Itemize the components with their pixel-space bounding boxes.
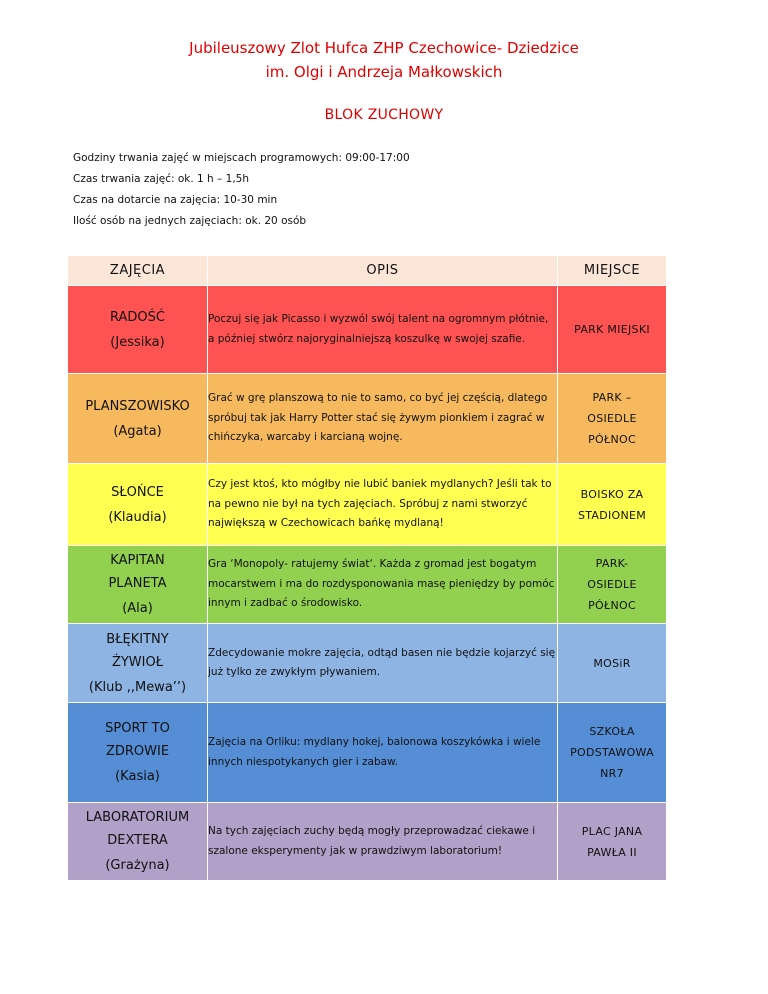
table-row: [68, 464, 667, 546]
activity-name-cell: [68, 803, 208, 881]
place-line: PODSTAWOWA: [570, 746, 654, 759]
place-line: SZKOŁA: [589, 725, 635, 738]
activity-name-line: PLANETA: [108, 576, 167, 591]
activity-name-line: KAPITAN: [110, 553, 165, 568]
place-line: PARK –: [592, 391, 632, 404]
activity-description: Na tych zajęciach zuchy będą mogły przeprowadzać ciekawe i szalone eksperymenty jak w prawdziwym laboratorium!: [208, 803, 558, 881]
activity-leader: (Grażyna): [105, 858, 170, 873]
header-activities: ZAJĘCIA: [68, 256, 208, 286]
activity-leader: (Klaudia): [108, 509, 167, 525]
activity-name-line: DEXTERA: [107, 833, 168, 848]
place-line: PÓŁNOC: [588, 599, 636, 612]
activity-description: Zajęcia na Orliku: mydlany hokej, balonowa koszykówka i wiele innych niespotykanych gier i zabaw.: [208, 703, 558, 803]
activity-leader: (Kasia): [115, 769, 160, 784]
document-title-line1: Jubileuszowy Zlot Hufca ZHP Czechowice- Dziedzice: [189, 39, 579, 57]
place-line: PARK-: [595, 557, 629, 570]
activity-place: [558, 286, 667, 374]
info-group-size: Ilość osób na jednych zajęciach: ok. 20 osób: [73, 215, 307, 227]
activity-description: Poczuj się jak Picasso i wyzwól swój talent na ogromnym płótnie, a później stwórz najoryginalniejszą koszulkę w swojej szafie.: [208, 286, 558, 374]
activity-place: [558, 703, 667, 803]
activity-name-line: SPORT TO: [105, 721, 170, 736]
activity-place: [558, 464, 667, 546]
activities-table: [67, 255, 667, 881]
info-duration: Czas trwania zajęć: ok. 1 h – 1,5h: [73, 173, 249, 185]
activity-leader: (Ala): [122, 601, 153, 616]
activity-name-cell: [68, 546, 208, 624]
table-header-row: [68, 256, 667, 286]
place-line: PÓŁNOC: [588, 433, 636, 446]
place-line: PLAC JANA: [581, 824, 643, 838]
activity-description: Grać w grę planszową to nie to samo, co być jej częścią, dlatego spróbuj tak jak Harry Potter stać się żywym pionkiem i zagrać w chińczyka, warcaby i karcianą wojnę.: [208, 374, 558, 464]
header-place: MIEJSCE: [558, 256, 667, 286]
place-line: OSIEDLE: [587, 412, 637, 425]
activity-place: [558, 546, 667, 624]
activity-name-cell: [68, 624, 208, 703]
table-row: [68, 286, 667, 374]
activity-description: Gra ‘Monopoly- ratujemy świat‘. Każda z gromad jest bogatym mocarstwem i ma do rozdysponowania masę pieniędzy by pomóc innym i zadbać o środowisko.: [208, 546, 558, 624]
block-title: BLOK ZUCHOWY: [324, 107, 444, 123]
activity-name: PLANSZOWISKO: [85, 398, 190, 414]
activity-place: [558, 624, 667, 703]
table-row: [68, 374, 667, 464]
activity-name-cell: [68, 703, 208, 803]
activity-name: RADOŚĆ: [110, 309, 165, 325]
activity-place: [558, 803, 667, 881]
activity-leader: (Agata): [113, 423, 162, 439]
activity-leader: (Jessika): [110, 334, 165, 350]
header-description: OPIS: [208, 256, 558, 286]
activity-name-cell: [68, 286, 208, 374]
activity-name-line: LABORATORIUM: [85, 810, 190, 825]
info-section: [73, 148, 410, 232]
place-line: PAWŁA II: [587, 845, 637, 859]
info-hours: Godziny trwania zajęć w miejscach programowych: 09:00-17:00: [73, 152, 410, 164]
place-line: STADIONEM: [577, 508, 647, 522]
activity-name-line: BŁĘKITNY: [106, 631, 169, 647]
table-row: [68, 624, 667, 703]
place-line: PARK MIEJSKI: [574, 323, 650, 336]
info-travel-time: Czas na dotarcie na zajęcia: 10-30 min: [73, 194, 278, 206]
place-line: NR7: [600, 767, 624, 780]
activity-description: Czy jest ktoś, kto mógłby nie lubić baniek mydlanych? Jeśli tak to na pewno nie był na tych zajęciach. Spróbuj z nami stworzyć największą w Czechowicach bańkę mydlaną!: [208, 464, 558, 546]
activity-description: Zdecydowanie mokre zajęcia, odtąd basen nie będzie kojarzyć się już tylko ze zwykłym pływaniem.: [208, 624, 558, 703]
place-line: BOISKO ZA: [580, 487, 644, 501]
activity-name-cell: [68, 464, 208, 546]
activity-leader: (Klub ,,Mewa’’): [88, 679, 187, 695]
activity-name-cell: [68, 374, 208, 464]
table-row: [68, 546, 667, 624]
activity-place: [558, 374, 667, 464]
place-line: OSIEDLE: [587, 578, 637, 591]
place-line: MOSiR: [593, 656, 631, 670]
table-row: [68, 703, 667, 803]
activity-name-line: ZDROWIE: [105, 744, 170, 759]
activity-name-line: ŻYWIOŁ: [111, 654, 164, 670]
activity-name: SŁOŃCE: [111, 484, 164, 500]
document-title-line2: im. Olgi i Andrzeja Małkowskich: [265, 63, 503, 81]
table-row: [68, 803, 667, 881]
